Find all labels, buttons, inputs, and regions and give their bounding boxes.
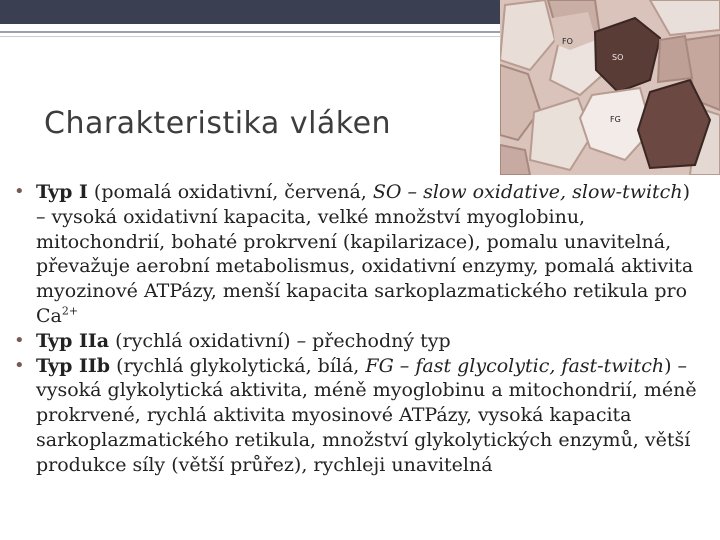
bullet-type-2b: [14, 354, 704, 478]
bullet-superscript: 2+: [61, 304, 79, 318]
slide-title: Charakteristika vláken: [44, 106, 392, 141]
bullet-icon: •: [14, 329, 25, 351]
bullet-text: ) – vysoká oxidativní kapacita, velké množství myoglobinu, mitochondrií, bohaté prokrvení (kapilarizace), pomalu unavitelná, převažuje aerobní metabolismus, oxidativní enzymy, pomalá aktivita myozinové ATPázy, menší kapacita sarkoplazmatického retikula pro Ca: [36, 181, 694, 327]
bullet-head: Typ IIa: [36, 329, 110, 352]
bullet-text: (rychlá glykolytická, bílá,: [110, 354, 366, 377]
bullet-text: (rychlá oxidativní) – přechodný typ: [109, 329, 451, 352]
bullet-icon: •: [14, 181, 25, 202]
bullet-type-2a: [14, 329, 704, 354]
bullet-icon: •: [14, 354, 25, 376]
muscle-fiber-micrograph: [500, 0, 720, 175]
bullet-type-1: [14, 180, 704, 329]
bullet-list: [14, 180, 704, 478]
bullet-italic: FG – fast glycolytic, fast-twitch: [365, 354, 665, 377]
label-fo: FO: [562, 37, 573, 46]
bullet-head: Typ IIb: [36, 354, 111, 377]
bullet-text: ) – vysoká glykolytická aktivita, méně myoglobinu a mitochondrií, méně prokrvené, rychlá aktivita myosinové ATPázy, vysoká kapacita sarkoplazmatického retikula, množství glykolytických enzymů, větší produkce síly (větší průřez), rychleji unavitelná: [36, 354, 697, 476]
label-fg: FG: [610, 115, 621, 124]
label-so: SO: [612, 53, 624, 62]
bullet-head: Typ I: [36, 181, 88, 203]
bullet-text: (pomalá oxidativní, červená,: [87, 181, 373, 203]
bullet-italic: SO – slow oxidative, slow-twitch: [372, 181, 683, 203]
